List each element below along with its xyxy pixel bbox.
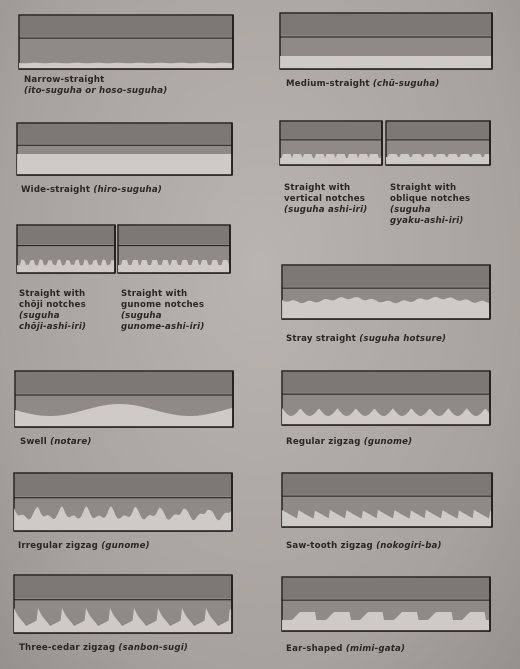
caption-three-cedar-zigzag: [19, 643, 188, 654]
blade-medium-straight: [280, 10, 492, 70]
caption-line: (suguha: [390, 205, 431, 215]
caption-line: (suguha: [121, 311, 162, 321]
caption-line: (chū-suguha): [372, 79, 440, 89]
caption-straight-vertical-notches: [284, 183, 367, 216]
blade-regular-zigzag: [282, 368, 490, 426]
blade-saw-tooth-zigzag: [282, 470, 492, 528]
caption-line: (ito-suguha or hoso-suguha): [24, 86, 168, 96]
caption-line: Straight with: [284, 183, 351, 193]
caption-line: (suguha: [19, 311, 60, 321]
caption-line: chōji notches: [19, 300, 86, 310]
caption-narrow-straight: [24, 75, 167, 97]
caption-ear-shaped: [286, 644, 405, 655]
blade-stray-straight: [282, 262, 490, 320]
caption-line: chōji-ashi-iri): [19, 322, 87, 332]
caption-line: Irregular zigzag: [18, 541, 98, 551]
caption-line: (nokogiri-ba): [376, 541, 442, 551]
caption-line: Straight with: [121, 289, 188, 299]
caption-line: (notare): [50, 437, 92, 447]
caption-regular-zigzag: [286, 437, 412, 448]
caption-line: Wide-straight: [21, 185, 91, 195]
caption-line: (gunome): [101, 541, 150, 551]
caption-line: Straight with: [390, 183, 457, 193]
caption-line: (suguha hotsure): [359, 334, 447, 344]
caption-wide-straight: [21, 185, 162, 196]
blade-straight-choji-notches: [17, 222, 115, 274]
caption-line: gyaku-ashi-iri): [390, 216, 464, 226]
caption-line: Medium-straight: [286, 79, 370, 89]
blade-wide-straight: [17, 120, 232, 176]
caption-line: Stray straight: [286, 334, 357, 344]
caption-line: Narrow-straight: [24, 75, 105, 85]
caption-line: Ear-shaped: [286, 644, 343, 654]
blade-ear-shaped: [282, 574, 490, 632]
caption-line: Straight with: [19, 289, 86, 299]
blade-straight-oblique-notches: [386, 118, 490, 166]
caption-line: gunome-ashi-iri): [121, 322, 205, 332]
caption-line: Saw-tooth zigzag: [286, 541, 373, 551]
caption-straight-gunome-notches: [121, 289, 204, 333]
caption-line: vertical notches: [284, 194, 366, 204]
blade-three-cedar-zigzag: [14, 572, 232, 634]
caption-line: (sanbon-sugi): [118, 643, 188, 653]
caption-line: Three-cedar zigzag: [19, 643, 116, 653]
caption-line: oblique notches: [390, 194, 471, 204]
caption-line: Swell: [20, 437, 47, 447]
caption-irregular-zigzag: [18, 541, 150, 552]
caption-saw-tooth-zigzag: [286, 541, 442, 552]
caption-line: (gunome): [363, 437, 413, 447]
blade-narrow-straight: [19, 12, 233, 70]
caption-medium-straight: [286, 79, 439, 90]
blade-swell: [15, 368, 233, 428]
caption-line: Regular zigzag: [286, 437, 361, 447]
blade-irregular-zigzag: [14, 470, 232, 532]
caption-straight-choji-notches: [19, 289, 86, 333]
caption-line: (suguha ashi-iri): [284, 205, 368, 215]
caption-line: gunome notches: [121, 300, 205, 310]
blade-straight-gunome-notches: [118, 222, 230, 274]
caption-straight-oblique-notches: [390, 183, 470, 227]
blade-straight-vertical-notches: [280, 118, 382, 166]
caption-line: (hiro-suguha): [93, 185, 163, 195]
caption-line: (mimi-gata): [345, 644, 406, 654]
caption-swell: [20, 437, 92, 448]
caption-stray-straight: [286, 334, 446, 345]
